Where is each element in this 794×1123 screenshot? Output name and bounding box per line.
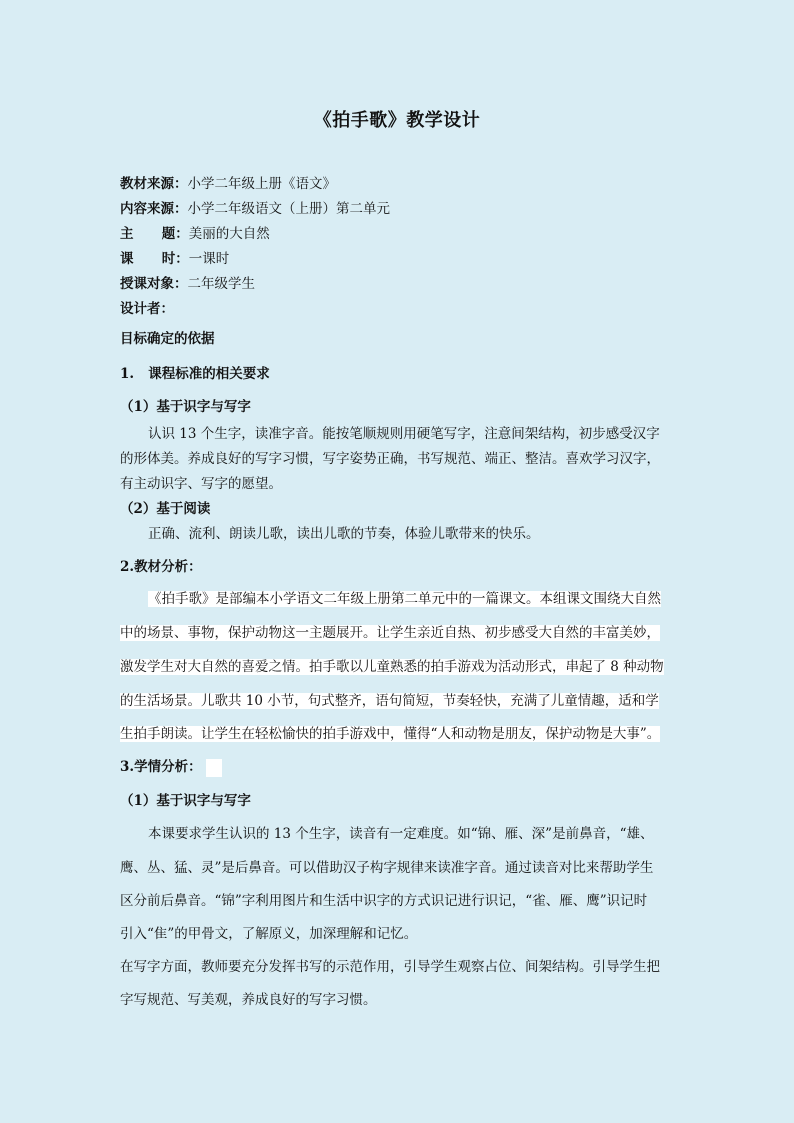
meta-textbook-source [120,172,336,192]
document-title: 《拍手歌》教学设计 [313,110,481,131]
sub3-heading: （1）基于识字与写字 [120,793,251,809]
meta-value: 二年级学生 [187,276,255,292]
sub3-tail-line: 在写字方面，教师要充分发挥书写的示范作用，引导学生观察占位、间架结构。引导学生把 [120,959,660,975]
meta-designer [120,297,174,317]
section2-line [120,722,680,742]
sub3-line: 引入“隹”的甲骨文，了解原义，加深理解和记忆。 [120,926,418,942]
section2-line [120,655,680,675]
section3-heading [120,755,222,777]
section2-line-text: 激发学生对大自然的喜爱之情。拍手歌以儿童熟悉的拍手游戏为活动形式，串起了 8 种动物 [120,659,664,675]
meta-theme [120,222,270,242]
section2-line-text: 中的场景、事物，保护动物这一主题展开。让学生亲近自热、初步感受大自然的丰富美妙， [120,625,660,641]
section2-line [148,587,708,607]
basis-heading: 目标确定的依据 [120,331,215,347]
meta-label: 课 时： [120,251,189,267]
sub1-line: 有主动识字、写字的愿望。 [120,476,282,492]
meta-label: 教材来源： [120,176,188,192]
meta-label: 主 题： [120,226,189,242]
section2-line [120,689,680,709]
blank-box [206,759,222,777]
sub3-line: 鹰、丛、猛、灵”是后鼻音。可以借助汉子构字规律来读准字音。通过读音对比来帮助学生 [120,860,654,876]
section3-heading-text: 3.学情分析： [120,759,202,775]
meta-label: 设计者： [120,301,174,317]
meta-class-hours [120,247,229,267]
sub3-line: 本课要求学生认识的 13 个生字，读音有一定难度。如“锦、雁、深”是前鼻音，“雄、 [148,826,654,842]
section2-line-text: 的生活场景。儿歌共 10 小节，句式整齐，语句简短，节奏轻快，充满了儿童情趣，适和学 [120,693,659,709]
sub3-tail-line: 字写规范、写美观，养成良好的写字习惯。 [120,992,377,1008]
sub3-line: 区分前后鼻音。“锦”字利用图片和生活中识字的方式识记进行识记，“雀、雁、鹰”识记时 [120,893,648,909]
meta-value: 小学二年级语文（上册）第二单元 [187,201,390,217]
meta-content-source [120,197,390,217]
sub2-heading: （2）基于阅读 [120,501,211,517]
meta-value: 美丽的大自然 [188,226,270,242]
meta-label: 内容来源： [120,201,188,217]
section2-line [120,621,680,641]
section1-heading: 1. 课程标准的相关要求 [120,366,270,382]
sub1-heading: （1）基于识字与写字 [120,399,251,415]
section2-line-text: 生拍手朗读。让学生在轻松愉快的拍手游戏中，懂得“人和动物是朋友，保护动物是大事”。 [120,726,661,742]
meta-value: 一课时 [188,251,230,267]
sub1-line: 的形体美。养成良好的写字习惯，写字姿势正确，书写规范、端正、整洁。喜欢学习汉字， [120,451,660,467]
meta-audience [120,272,255,292]
sub2-line: 正确、流利、朗读儿歌，读出儿歌的节奏，体验儿歌带来的快乐。 [148,526,540,542]
sub1-line: 认识 13 个生字，读准字音。能按笔顺规则用硬笔写字，注意间架结构，初步感受汉字 [148,426,660,442]
section2-heading: 2.教材分析： [120,559,202,575]
meta-value: 小学二年级上册《语文》 [187,176,336,192]
meta-label: 授课对象： [120,276,188,292]
section2-line-text: 《拍手歌》是部编本小学语文二年级上册第二单元中的一篇课文。本组课文围绕大自然 [148,591,661,607]
